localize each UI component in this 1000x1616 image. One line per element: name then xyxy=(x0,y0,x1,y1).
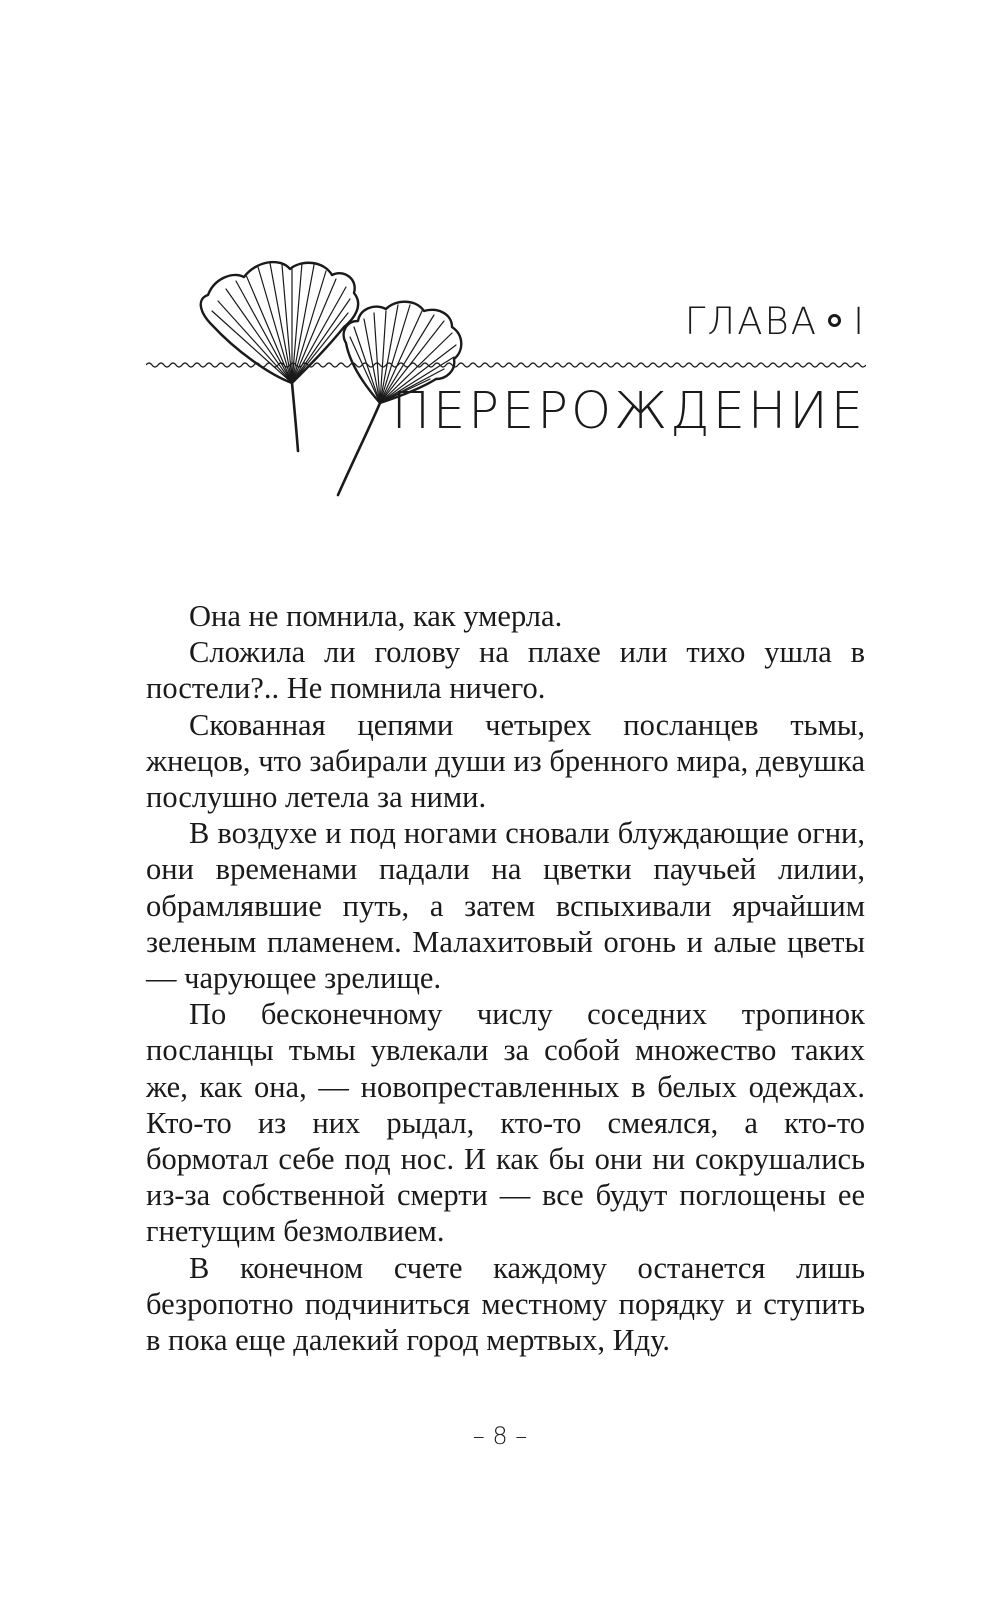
chapter-title: ПЕРЕРОЖДЕНИЕ xyxy=(391,382,866,441)
paragraph: Она не помнила, как умерла. xyxy=(189,599,563,633)
paragraph: В конечном счете каждому останется лишь безропотно подчиниться местному порядку и ступить в пока еще далекий город мертвых, Иду. xyxy=(146,1250,865,1358)
page-number: – 8 – xyxy=(472,1422,528,1450)
chapter-word: ГЛАВА xyxy=(684,300,819,343)
paragraph: Сложила ли голову на плахе или тихо ушла в постели?.. Не помнила ничего. xyxy=(146,635,865,706)
paragraph: По бесконечному числу соседних тропинок посланцы тьмы увлекали за собой множество таких же, как она, — новопреставленных в белых одеждах. Кто-то из них рыдал, кто-то смеялся, а кто-то бормотал себе под нос. И как бы они ни сокрушались из-за собственной смерти — все будут поглощены ее гнетущим безмолвием. xyxy=(146,997,865,1249)
chapter-number: I xyxy=(853,300,866,343)
paragraph: В воздухе и под ногами сновали блуждающие огни, они временами падали на цветки паучьей лилии, обрамлявшие путь, а затем вспыхивали ярчайшим зеленым пламенем. Малахитовый огонь и алые цветы — чарующее зрелище. xyxy=(146,816,865,996)
body-text xyxy=(146,598,865,1358)
ginkgo-leaf-left xyxy=(201,262,358,451)
wavy-divider xyxy=(146,358,866,372)
chapter-label xyxy=(685,300,866,343)
paragraph: Скованная цепями четырех посланцев тьмы, жнецов, что забирали души из бренного мира, девушка послушно летела за ними. xyxy=(146,707,865,815)
chapter-dot-icon xyxy=(828,314,841,327)
